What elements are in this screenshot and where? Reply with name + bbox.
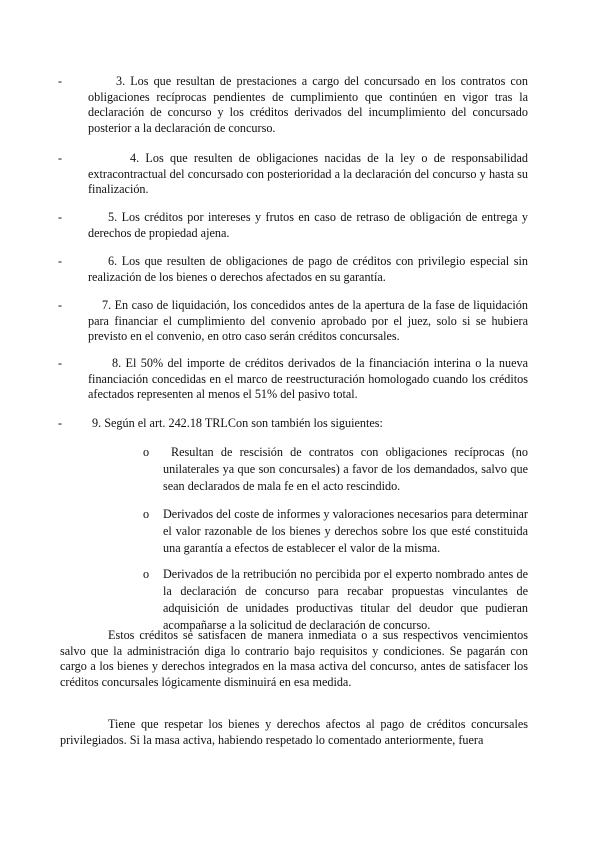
list-item-text: 8. El 50% del importe de créditos derivados de la financiación interina o la nueva financiación concedidas en el marco de reestructuración homologado cuando los créditos afectados representen al menos el 51% del pasivo total. [88,356,528,402]
list-item-text: 5. Los créditos por intereses y frutos en caso de retraso de obligación de entrega y derechos de propiedad ajena. [88,210,528,240]
sub-list-item-text: Resultan de rescisión de contratos con obligaciones recíprocas (no unilaterales ya que son concursales) a favor de los demandados, salvo que sean declarados de mala fe en el acto rescindido. [163,445,528,493]
bullet-marker: o [143,567,150,581]
list-item-text: 4. Los que resulten de obligaciones nacidas de la ley o de responsabilidad extracontractual del concursado con posterioridad a la declaración del concurso y hasta su finalización. [88,151,528,197]
dash-marker: - [58,210,63,224]
sub-list-item [143,566,528,634]
body-paragraph: Tiene que respetar los bienes y derechos afectos al pago de créditos concursales privilegiados. Si la masa activa, habiendo respetado lo comentado anteriormente, fuera [60,717,528,747]
list-item-text: 6. Los que resulten de obligaciones de pago de créditos con privilegio especial sin realización de los bienes o derechos afectados en su garantía. [88,254,528,284]
sub-list-item [143,506,528,557]
list-item [60,416,528,432]
list-item [60,356,528,403]
list-item-text: 9. Según el art. 242.18 TRLCon son también los siguientes: [92,416,383,430]
dash-marker: - [58,74,63,88]
list-item [60,254,528,285]
sub-list-item-text: Derivados del coste de informes y valoraciones necesarios para determinar el valor razonable de los bienes y derechos sobre los que esté constituida una garantía a efectos de establecer el valor de la misma. [163,507,528,555]
dash-marker: - [58,298,63,312]
sub-list-item-text: Derivados de la retribución no percibida por el experto nombrado antes de la declaración de concurso para recabar propuestas vinculantes de adquisición de unidades productivas titular del deudor que pudieran acompañarse a la solicitud de declaración de concurso. [163,567,528,632]
dash-marker: - [58,254,63,268]
sub-list-item [143,444,528,495]
dash-marker: - [58,356,63,370]
bullet-marker: o [143,507,150,521]
body-paragraph: Estos créditos se satisfacen de manera inmediata o a sus respectivos vencimientos salvo que la administración diga lo contrario bajo requisitos y condiciones. Se pagarán con cargo a los bienes y derechos integrados en la masa activa del concurso, antes de satisfacer los créditos concursales lógicamente disminuirá en esa medida. [60,628,528,689]
list-item-text: 3. Los que resultan de prestaciones a cargo del concursado en los contratos con obligaciones recíprocas pendientes de cumplimiento que continúen en vigor tras la declaración de concurso y los créditos derivados del incumplimiento del concursado posterior a la declaración de concurso. [88,74,528,135]
bullet-marker: o [143,445,150,459]
list-item [60,298,528,345]
dash-marker: - [58,151,63,165]
list-item [60,210,528,241]
list-item [60,74,528,136]
dash-marker: - [58,416,63,430]
list-item [60,151,528,198]
list-item-text: 7. En caso de liquidación, los concedidos antes de la apertura de la fase de liquidación para financiar el cumplimiento del convenio aprobado por el juez, solo si se hubiera previsto en el convenio, en otro caso serán créditos concursales. [88,298,528,344]
